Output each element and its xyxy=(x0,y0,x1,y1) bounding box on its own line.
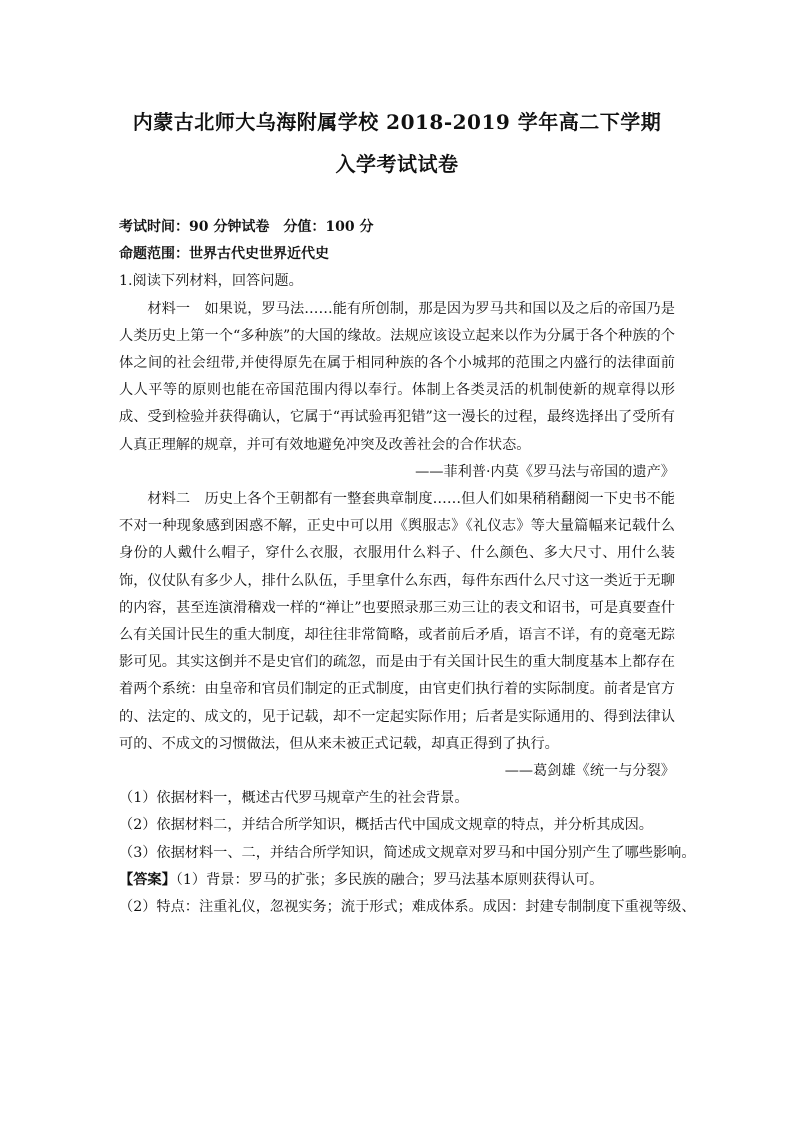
sub-question-2: （2）依据材料二，并结合所学知识，概括古代中国成文规章的特点，并分析其成因。 xyxy=(119,817,653,834)
exam-title-line1: 内蒙古北师大乌海附属学校 2018-2019 学年高二下学期 xyxy=(132,110,662,134)
exam-title-line2: 入学考试试卷 xyxy=(335,152,459,176)
material-two: 材料二 历史上各个王朝都有一整套典章制度……但人们如果稍稍翻阅一下史书不能不对一种现象感到困惑不解，正史中可以用《舆服志》《礼仪志》等大量篇幅来记载什么身份的人戴什么帽子，穿什么衣服，衣服用什么料子、什么颜色、多大尺寸、用什么装饰，仪仗队有多少人，排什么队伍，手里拿什么东西，每件东西什么尺寸这一类近于无聊的内容，甚至连演滑稽戏一样的“禅让”也要照录那三劝三让的表文和诏书，可是真要查什么有关国计民生的重大制度，却往往非常简略，或者前后矛盾，语言不详，有的竟毫无踪影可见。其实这倒并不是史官们的疏忽，而是由于有关国计民生的重大制度基本上都存在着两个系统：由皇帝和官员们制定的正式制度，由官吏们执行着的实际制度。前者是官方的、法定的、成文的，见于记载，却不一定起实际作用；后者是实际通用的、得到法律认可的、不成文的习惯做法，但从来未被正式记载，却真正得到了执行。 xyxy=(119,490,675,752)
material-one-source: ——菲利普·内莫《罗马法与帝国的遗产》 xyxy=(415,463,675,480)
question-intro: 1.阅读下列材料，回答问题。 xyxy=(119,273,303,290)
material-two-source: ——葛剑雄《统一与分裂》 xyxy=(504,763,675,780)
answer-line-2: （2）特点：注重礼仪，忽视实务；流于形式；难成体系。成因：封建专制制度下重视等级、 xyxy=(119,899,696,916)
sub-question-1: （1）依据材料一，概述古代罗马规章产生的社会背景。 xyxy=(119,790,469,807)
sub-question-3: （3）依据材料一、二，并结合所学知识，简述成文规章对罗马和中国分别产生了哪些影响。 xyxy=(119,844,696,861)
answer-part-1: （1）背景：罗马的扩张；多民族的融合；罗马法基本原则获得认可。 xyxy=(175,871,604,888)
exam-time-and-score: 考试时间：90 分钟试卷 分值：100 分 xyxy=(119,219,374,235)
exam-scope: 命题范围：世界古代史世界近代史 xyxy=(119,246,329,263)
exam-content xyxy=(119,214,696,921)
answer-line-1 xyxy=(119,867,675,894)
answer-tag: 【答案】 xyxy=(119,871,176,888)
material-one: 材料一 如果说，罗马法……能有所创制，那是因为罗马共和国以及之后的帝国乃是人类历史上第一个“多种族”的大国的缘故。法规应该设立起来以作为分属于各个种族的个体之间的社会纽带,并使得原先在属于相同种族的各个小城邦的范围之内盛行的法律面前人人平等的原则也能在帝国范围内得以奉行。体制上各类灵活的机制使新的规章得以形成、受到检验并获得确认，它属于“再试验再犯错”这一漫长的过程，最终选择出了受所有人真正理解的规章，并可有效地避免冲突及改善社会的合作状态。 xyxy=(119,300,675,453)
